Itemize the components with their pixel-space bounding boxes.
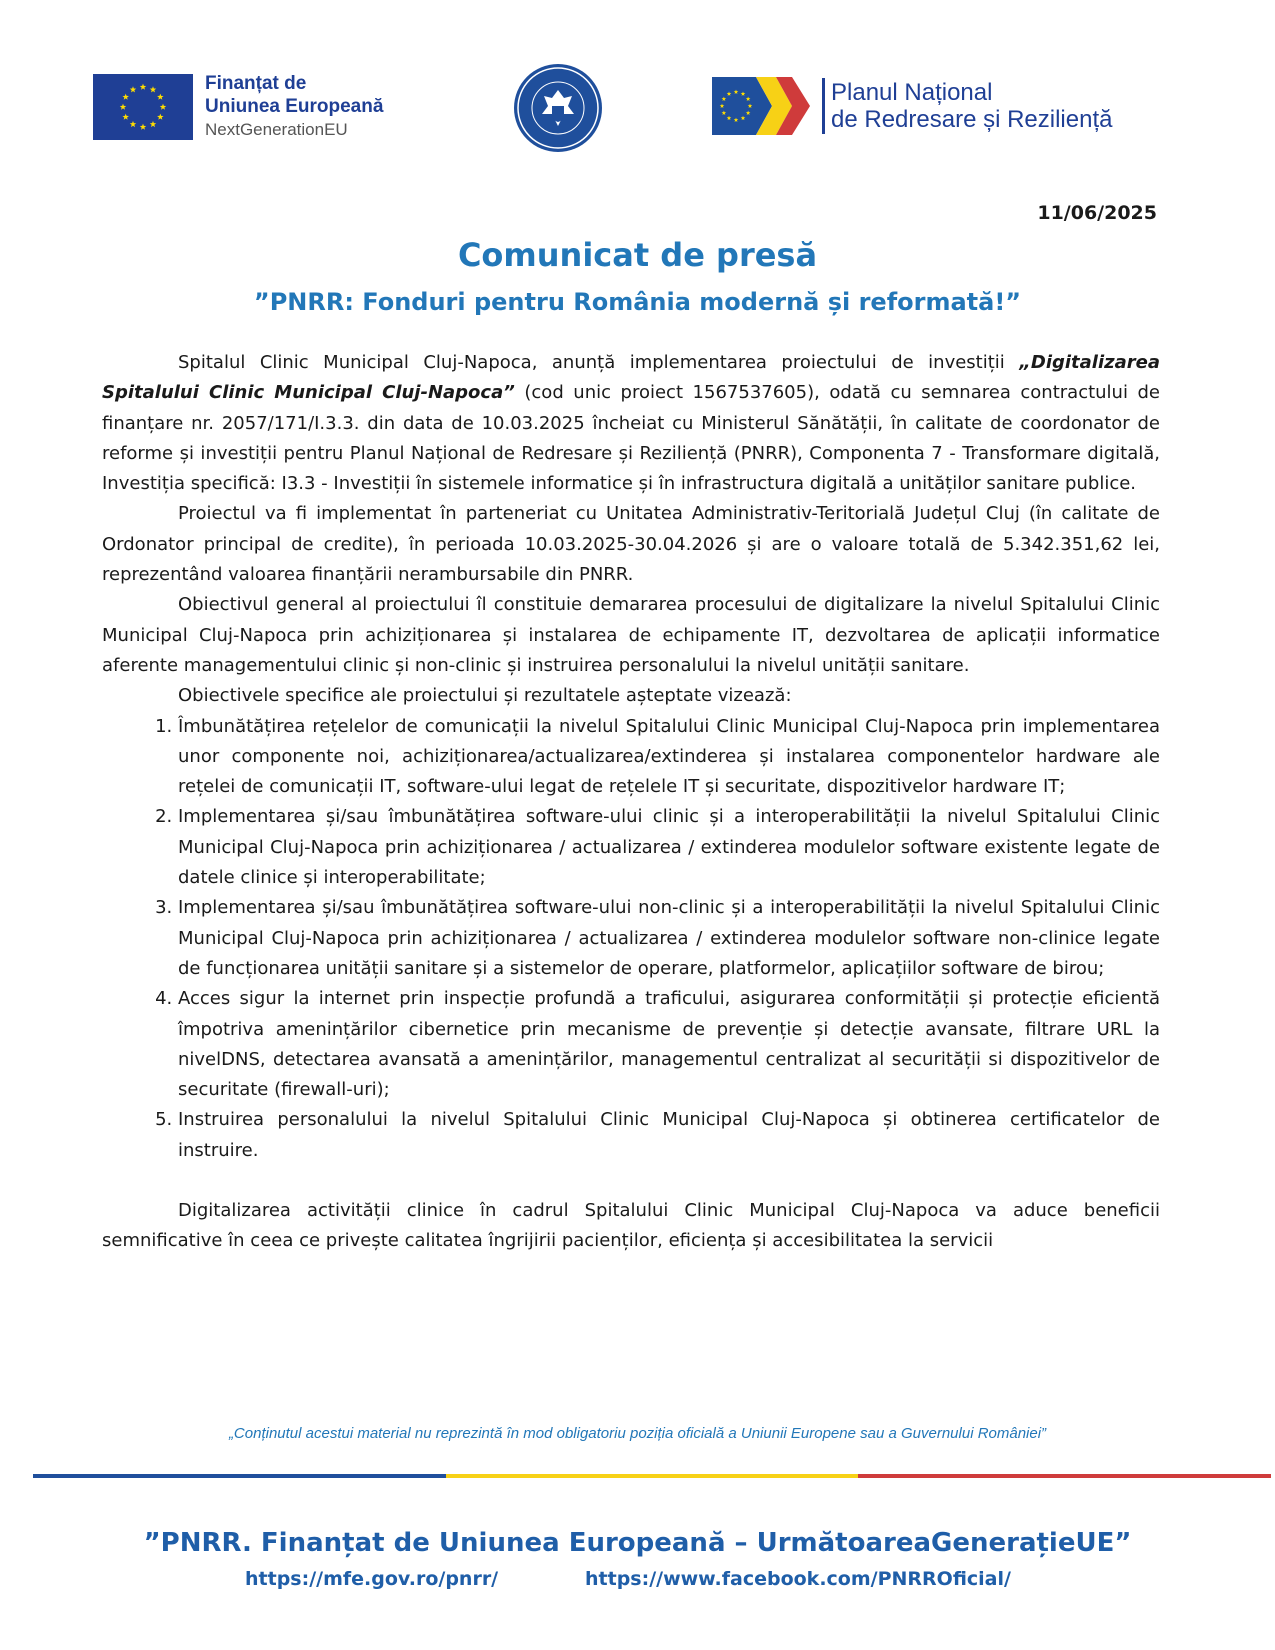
footer-links <box>0 1568 1275 1598</box>
project-name: „Digitalizarea Spitalului Clinic Municipal Cluj-Napoca” <box>102 352 1160 404</box>
press-release-date: 11/06/2025 <box>1037 202 1157 224</box>
pnrr-logo-line2: de Redresare și Reziliență <box>831 106 1113 133</box>
pnrr-logo-line1: Planul Național <box>831 79 993 106</box>
romanian-government-seal-icon <box>512 62 604 154</box>
divider-yellow <box>446 1474 859 1478</box>
page-subtitle: ”PNRR: Fonduri pentru România modernă și reformată!” <box>253 288 1022 316</box>
eu-logo-line2: Uniunea Europeană <box>205 96 384 117</box>
paragraph-partnership: Proiectul va fi implementat în parteneriat cu Unitatea Administrativ-Teritorială Județul Cluj (în calitate de Ordonator principal de credite), în perioada 10.03.2025-30.04.2026 și are o valoare totală de 5.342.351,62 lei, reprezentând valoarea finanțării nerambursabile din PNRR. <box>102 503 1160 586</box>
footer-title: ”PNRR. Finanțat de Uniunea Europeană – UrmătoareaGenerațieUE” <box>143 1528 1132 1558</box>
press-release-body <box>102 348 1160 1257</box>
list-item: 4. Acces sigur la internet prin inspecție profundă a traficului, asigurarea conformității și protecție eficientă împotriva amenințărilor cibernetice prin mecanisme de prevenție și detecție avansate, filtrare URL la nivelDNS, detectarea avansată a amenințărilor, managementul centralizat al securității si dispozitivelor de securitate (firewall-uri); <box>178 984 1160 1105</box>
list-item: 1. Îmbunătățirea rețelelor de comunicații la nivelul Spitalului Clinic Municipal Cluj-Napoca prin implementarea unor componente noi, achiziționarea/actualizarea/extinderea și instalarea componentelor hardware ale rețelei de comunicații IT, software-ului legat de rețelele IT și securitate, dispozitivelor hardware IT; <box>178 712 1160 803</box>
eu-funding-logo <box>93 72 383 141</box>
eu-logo-line1: Finanțat de <box>205 73 307 94</box>
header-logos <box>0 62 1275 152</box>
eu-flag-icon <box>93 74 193 140</box>
paragraph-specific-objectives-intro: Obiectivele specifice ale proiectului și rezultatele așteptate vizează: <box>178 685 792 707</box>
paragraph-benefits: Digitalizarea activității clinice în cadrul Spitalului Clinic Municipal Cluj-Napoca va aduce beneficii semnificative în ceea ce privește calitatea îngrijirii pacienților, eficiența și accesibilitatea la servicii <box>102 1200 1160 1252</box>
pnrr-arrow-flag-icon <box>712 77 820 135</box>
divider-red <box>858 1474 1271 1478</box>
tricolor-divider <box>33 1474 1271 1478</box>
intro-text: Spitalul Clinic Municipal Cluj-Napoca, anunță implementarea proiectului de investiții <box>178 352 1020 373</box>
mfe-link[interactable]: https://mfe.gov.ro/pnrr/ <box>245 1568 499 1590</box>
eu-logo-line3: NextGenerationEU <box>205 120 348 139</box>
pnrr-logo <box>712 77 1112 135</box>
list-item: 2. Implementarea și/sau îmbunătățirea software-ului clinic și a interoperabilității la nivelul Spitalului Clinic Municipal Cluj-Napoca prin achiziționarea / actualizarea / extinderea modulelor software existente legate de datele clinice și interoperabilitate; <box>178 802 1160 893</box>
facebook-link[interactable]: https://www.facebook.com/PNRROficial/ <box>585 1568 1011 1590</box>
divider-blue <box>33 1474 446 1478</box>
paragraph-general-objective: Obiectivul general al proiectului îl constituie demararea procesului de digitalizare la nivelul Spitalului Clinic Municipal Cluj-Napoca prin achiziționarea și instalarea de echipamente IT, dezvoltarea de aplicații informatice aferente managementului clinic și non-clinic și instruirea personalului la nivelul unității sanitare. <box>102 594 1160 676</box>
objectives-list <box>102 712 1160 1166</box>
list-item: 5. Instruirea personalului la nivelul Spitalului Clinic Municipal Cluj-Napoca și obtinerea certificatelor de instruire. <box>178 1105 1160 1166</box>
disclaimer: „Conținutul acestui material nu reprezintă în mod obligatoriu poziția oficială a Uniunii Europene sau a Guvernului României” <box>228 1425 1047 1442</box>
page-title: Comunicat de presă <box>457 236 818 274</box>
list-item: 3. Implementarea și/sau îmbunătățirea software-ului non-clinic și a interoperabilității la nivelul Spitalului Clinic Municipal Cluj-Napoca prin achiziționarea / actualizarea / extinderea modulelor software non-clinice legate de funcționarea unității sanitare și a sistemelor de operare, platformelor, aplicațiilor software de birou; <box>178 893 1160 984</box>
pnrr-logo-divider <box>822 78 825 134</box>
paragraph-intro <box>102 348 1160 499</box>
spacer <box>102 1166 1160 1196</box>
intro-rest: (cod unic proiect 1567537605), odată cu semnarea contractului de finanțare nr. 2057/171/I.3.3. din data de 10.03.2025 încheiat cu Ministerul Sănătății, în calitate de coordonator de reforme și investiții pentru Planul Național de Redresare și Reziliență (PNRR), Componenta 7 - Transformare digitală, Investiția specifică: I3.3 - Investiții în sistemele informatice și în infrastructura digitală a unităților sanitare publice. <box>102 382 1161 495</box>
